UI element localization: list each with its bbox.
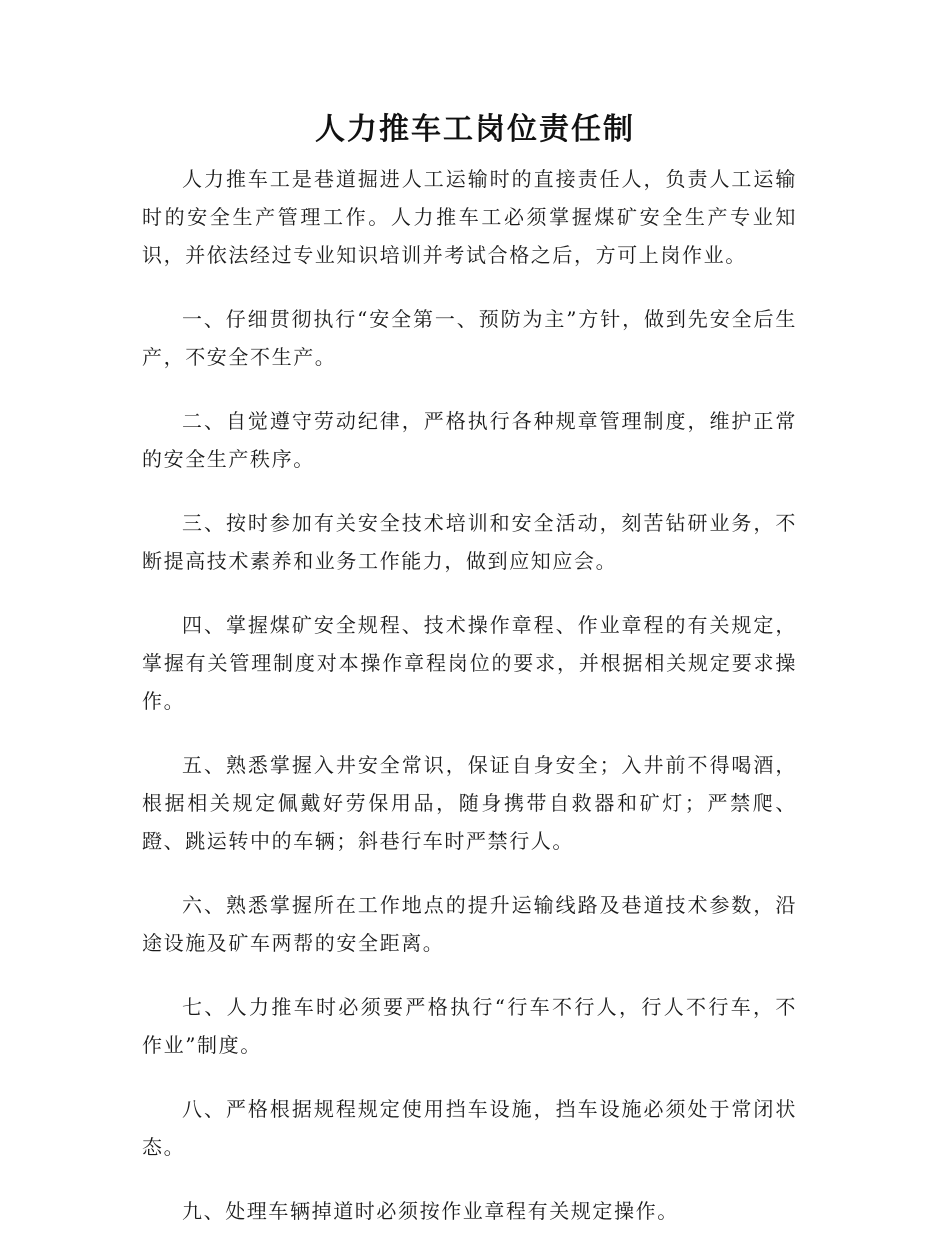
list-item: 一、仔细贯彻执行“安全第一、预防为主”方针，做到先安全后生产，不安全不生产。 [142,307,797,369]
document-body [142,160,797,1256]
intro-paragraph: 人力推车工是巷道掘进人工运输时的直接责任人，负责人工运输时的安全生产管理工作。人力推车工必须掌握煤矿安全生产专业知识，并依法经过专业知识培训并考试合格之后，方可上岗作业。 [142,167,797,267]
list-item: 四、掌握煤矿安全规程、技术操作章程、作业章程的有关规定，掌握有关管理制度对本操作章程岗位的要求，并根据相关规定要求操作。 [142,613,797,713]
list-item: 五、熟悉掌握入井安全常识，保证自身安全；入井前不得喝酒，根据相关规定佩戴好劳保用品，随身携带自救器和矿灯；严禁爬、蹬、跳运转中的车辆；斜巷行车时严禁行人。 [142,753,797,853]
list-item: 三、按时参加有关安全技术培训和安全活动，刻苦钻研业务，不断提高技术素养和业务工作能力，做到应知应会。 [142,511,797,573]
list-item: 八、严格根据规程规定使用挡车设施，挡车设施必须处于常闭状态。 [142,1097,797,1159]
document-title: 人力推车工岗位责任制 [315,112,635,147]
list-item: 七、人力推车时必须要严格执行“行车不行人，行人不行车，不作业”制度。 [142,995,797,1057]
list-item: 六、熟悉掌握所在工作地点的提升运输线路及巷道技术参数，沿途设施及矿车两帮的安全距离。 [142,893,797,955]
list-item: 二、自觉遵守劳动纪律，严格执行各种规章管理制度，维护正常的安全生产秩序。 [142,409,797,471]
list-item: 九、处理车辆掉道时必须按作业章程有关规定操作。 [182,1199,679,1223]
